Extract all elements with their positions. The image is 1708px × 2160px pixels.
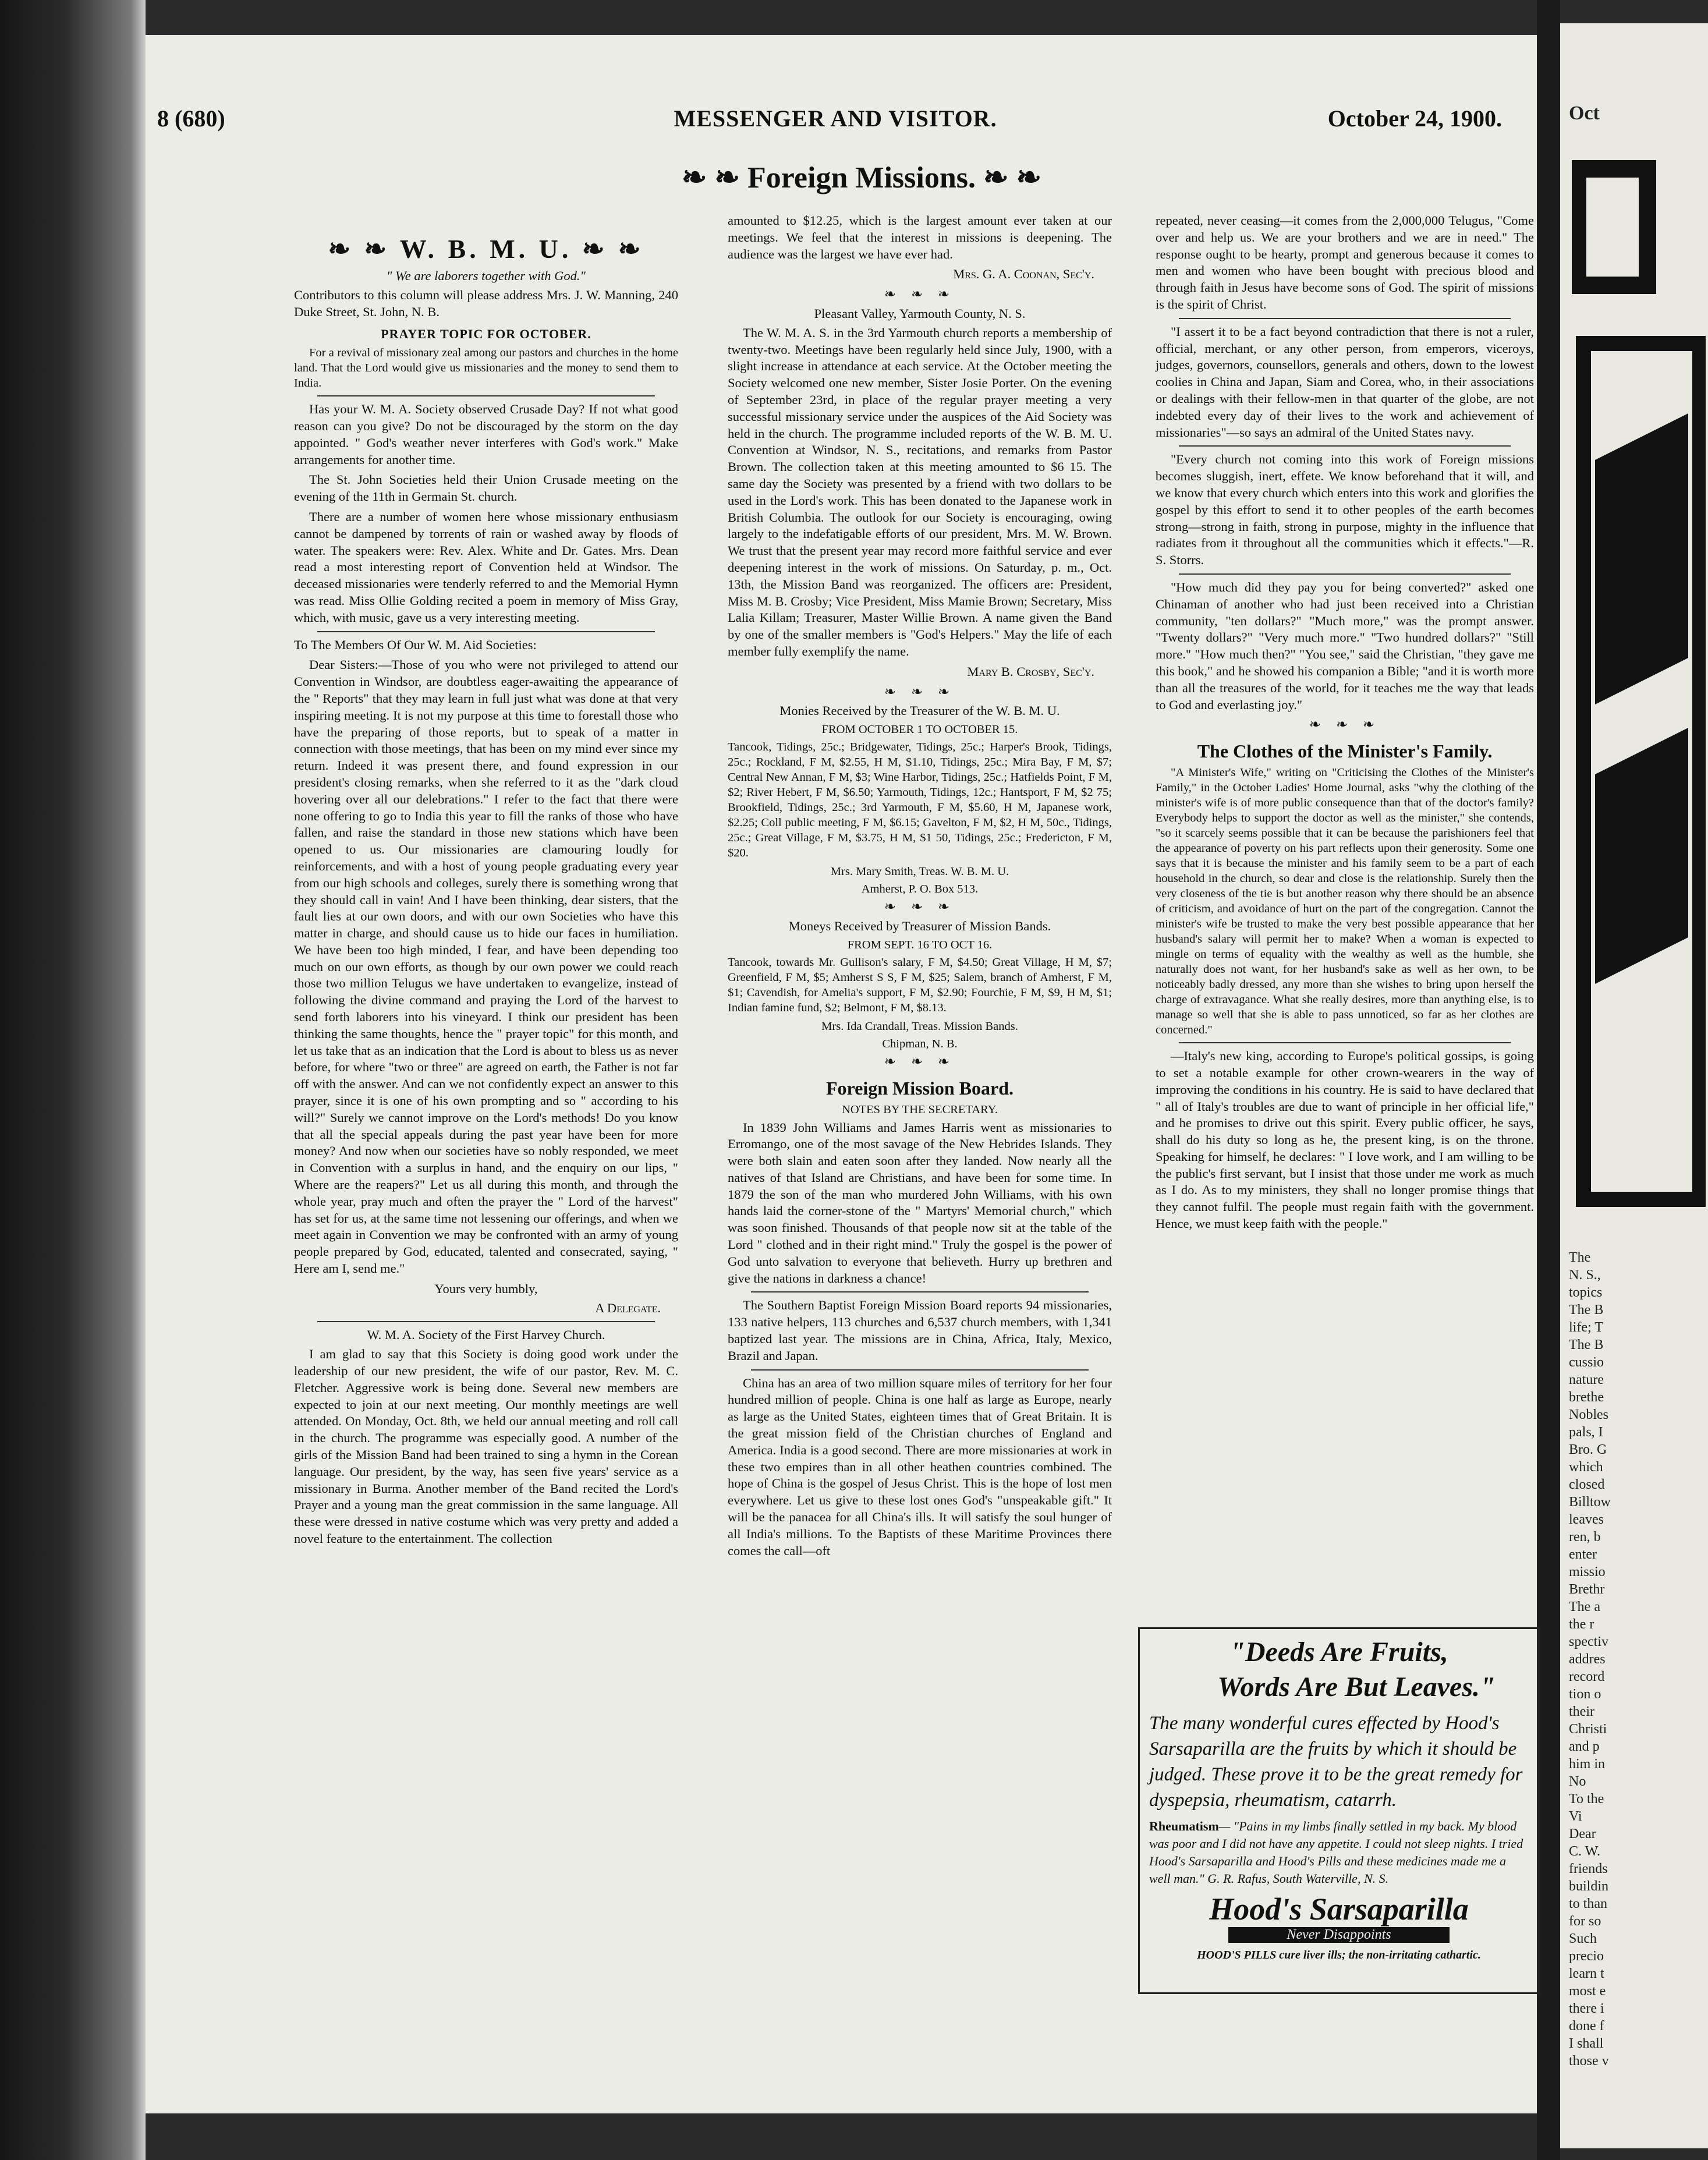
divider bbox=[751, 1291, 1089, 1293]
facing-page-text-1 bbox=[1569, 1249, 1611, 1773]
facing-page-display-type bbox=[1572, 134, 1706, 1217]
facing-page-line: brethe bbox=[1569, 1390, 1604, 1405]
italy-article: —Italy's new king, according to Europe's political gossips, is going to set a notable example for other crown-wearers in the way of improving the conditions in his country. He is said to have declared that " all of Italy's troubles are due to want of principle in her official life," and he promises to drive out this spirit. Every public officer, he says, shall do his duty so long as he, the present king, is on the throne. Speaking for himself, he declares: " I love work, and I am willing to be the public's first servant, but I insist that those under me work as much as I do. As to my ministers, they shall no longer promise things that they cannot fulfil. The people must regain faith with the government. Hence, we must keep faith with the people." bbox=[1156, 1049, 1534, 1231]
facing-page-line: Billtow bbox=[1569, 1495, 1611, 1510]
facing-page-line: addres bbox=[1569, 1652, 1606, 1667]
facing-page-line: their bbox=[1569, 1704, 1594, 1719]
facing-page-line: spectiv bbox=[1569, 1634, 1608, 1649]
continued-text: repeated, never ceasing—it comes from the 2,000,000 Telugus, "Come over and help us. We are your brothers and we are in need." The response ought to be hearty, prompt and generous because it comes to men and women who have been bought with precious blood and through faith in Jesus have become sons of God. The spirit of missions is the spirit of Christ. bbox=[1156, 213, 1534, 311]
facing-page-line: C. W. bbox=[1569, 1844, 1601, 1859]
ad-headline-1: "Deeds Are Fruits, bbox=[1229, 1637, 1448, 1667]
divider bbox=[1179, 445, 1511, 447]
divider bbox=[317, 395, 655, 396]
facing-page-line: pals, I bbox=[1569, 1425, 1603, 1440]
facing-page-line: there i bbox=[1569, 2001, 1604, 2016]
facing-page-line: friends bbox=[1569, 1861, 1608, 1876]
facing-page-line: missio bbox=[1569, 1564, 1606, 1580]
bands-treasurer-signature: Mrs. Ida Crandall, Treas. Mission Bands. bbox=[821, 1019, 1018, 1033]
issue-date: October 24, 1900. bbox=[1327, 105, 1502, 132]
treasurer-address: Amherst, P. O. Box 513. bbox=[861, 883, 979, 896]
paragraph: China has an area of two million square miles of territory for her four hundred million of people. China is one half as large as Europe, nearly as large as the United States, eighteen times that of Great Britain. It is the great mission field of the Christian churches of England and America. India is a good second. There are more missionaries at work in these two empires than in all other heathen countries combined. The hope of China is the gospel of Jesus Christ. This is the hope of lost men everywhere. Let us give to these lost ones God's "unspeakable gift." It will be the panacea for all China's ills. It will satisfy the soul hunger of all India's millions. To the Baptists of these Maritime Provinces there comes the call—oft bbox=[728, 1375, 1112, 1558]
column-3 bbox=[1156, 213, 1534, 1236]
facing-page-line: Dear bbox=[1569, 1826, 1596, 1842]
members-heading: To The Members Of Our W. M. Aid Societies: bbox=[294, 637, 537, 652]
facing-page-line: for so bbox=[1569, 1914, 1601, 1929]
paper-name: MESSENGER AND VISITOR. bbox=[674, 105, 997, 132]
prayer-topic-heading: PRAYER TOPIC FOR OCTOBER. bbox=[381, 327, 591, 342]
divider bbox=[317, 1321, 655, 1322]
clothes-article: "A Minister's Wife," writing on "Criticising the Clothes of the Minister's Family," in the October Ladies' Home Journal, asks "why the clothing of the minister's wife is of more public consequence than that of the doctor's family? Everybody helps to support the doctor as well as the minister," she contends, "so it scarcely seems possible that it can be because the parishioners feel that the appearance of poverty on his part reflects upon their generosity. Some one says that it is because the minister and his family seem to be a part of each household in the church, so dear and close is the relationship. Surely then the very closeness of the tie is but another reason why there should be an absence of criticism, and avoidance of hurt on the part of the congregation. Cannot the minister's wife be trusted to make the very best possible appearance that her husband's salary will permit her to make? When a woman is expected to mingle on terms of equality with the wealthy as well as the humble, she naturally does not want, for her husband's sake as well as her own, to be noticeably badly dressed, any more than she wishes to bring upon herself the charge of extravagance. What she really desires, more than anything else, is to manage so well that she is able to pass unnoticed, so far as her clothes are concerned." bbox=[1156, 766, 1534, 1037]
contributors-note: Contributors to this column will please address Mrs. J. W. Manning, 240 Duke Street, St. John, N. B. bbox=[294, 287, 678, 319]
column-1 bbox=[294, 227, 678, 1551]
facing-page-line: the r bbox=[1569, 1617, 1594, 1632]
quote: "Every church not coming into this work of Foreign missions becomes sluggish, inert, effete. We know beforehand that it will, and we know that every church which enters into this work and glorifies the gospel by this effort to send it to other peoples of the earth becomes strong—strong in faith, strong in purpose, mighty in the influence that radiates from it throughout all the communities which it effects."—R. S. Storrs. bbox=[1156, 452, 1534, 568]
facing-page-line: those v bbox=[1569, 2053, 1609, 2069]
page-gutter bbox=[1537, 0, 1560, 2160]
facing-page-text-2 bbox=[1569, 1773, 1609, 2070]
facing-page-line: him in bbox=[1569, 1757, 1606, 1772]
facing-page-line: The bbox=[1569, 1250, 1591, 1265]
quote: "I assert it to be a fact beyond contradiction that there is not a ruler, official, merchant, or any other person, from emperors, viceroys, judges, governors, counsellors, generals and others, down to the lowest coolies in China and Japan, Siam and Corea, who, in their associations or dealings with their fellow-men in that quarter of the globe, are not indebted every day of their lives to the work and achievement of missionaries"—so says an admiral of the United States navy. bbox=[1156, 324, 1534, 440]
facing-page-line: tion o bbox=[1569, 1687, 1601, 1702]
facing-page-line: buildin bbox=[1569, 1879, 1609, 1894]
signature: Mary B. Crosby, Sec'y. bbox=[967, 664, 1094, 679]
facing-page-line: learn t bbox=[1569, 1966, 1604, 1981]
facing-page-line: Christi bbox=[1569, 1722, 1607, 1737]
column-2 bbox=[728, 213, 1112, 1563]
paragraph: Has your W. M. A. Society observed Crusade Day? If not what good reason can you give? Do not be discouraged by the storm on the day appointed. " God's weather never interferes with God's work." Make arrangements for another time. bbox=[294, 402, 678, 467]
facing-page-header: Oct bbox=[1569, 102, 1600, 124]
harvey-heading: W. M. A. Society of the First Harvey Church. bbox=[367, 1327, 605, 1343]
facing-page-line: ren, b bbox=[1569, 1529, 1601, 1545]
divider bbox=[1179, 318, 1511, 319]
facing-page-line: enter bbox=[1569, 1547, 1597, 1562]
bands-treasurer-address: Chipman, N. B. bbox=[882, 1037, 958, 1050]
wbmu-title: ❧ ❧ W. B. M. U. ❧ ❧ bbox=[328, 234, 644, 264]
paragraph: The Southern Baptist Foreign Mission Board reports 94 missionaries, 133 native helpers, 113 churches and 6,537 church members, with 1,341 baptized last year. The missions are in China, Africa, Italy, Mexico, Brazil and Japan. bbox=[728, 1298, 1112, 1363]
section-title bbox=[617, 160, 1106, 195]
harvey-report: I am glad to say that this Society is doing good work under the leadership of our new president, the wife of our pastor, Rev. M. C. Fletcher. Aggressive work is being done. Several new members are expected to join at our next meeting. Our monthly meetings are well attended. On Monday, Oct. 8th, we held our annual meeting and roll call in the church. The programme was especially good. A number of the girls of the Mission Band had been trained to sing a hymn in the Corean language. Our president, by the way, has seen five years' service as a missionary in Burma. Another member of the Band recited the Lord's Prayer and a young man the great commission in the same language. All these were dressed in native costume which was very pretty and added a novel feature to the entertainment. The collection bbox=[294, 1347, 678, 1546]
clothes-heading: The Clothes of the Minister's Family. bbox=[1197, 741, 1493, 762]
ornament-icon: ❧ ❧ ❧ bbox=[884, 1054, 956, 1070]
ornament-icon: ❧ ❧ ❧ bbox=[884, 287, 956, 303]
facing-page-line: which bbox=[1569, 1460, 1603, 1475]
facing-page-line: Such bbox=[1569, 1931, 1597, 1946]
ornament-icon: ❧ ❧ bbox=[681, 161, 740, 194]
divider bbox=[1179, 573, 1511, 575]
ornament-icon: ❧ ❧ ❧ bbox=[884, 900, 956, 915]
monies-list: Tancook, Tidings, 25c.; Bridgewater, Tidings, 25c.; Harper's Brook, Tidings, 25c.; Rockland, F M, $2.55, H M, $1.10, Tidings, 25c.; Mira Bay, F M, $7; Central New Annan, F M, $3; Wine Harbor, Tidings, 25c.; Hatfields Point, F M, $2; River Hebert, F M, $6.50; Yarmouth, Tidings, 12c.; Hantsport, F M, $2 75; Brookfield, Tidings, 25c.; 3rd Yarmouth, F M, $5.60, H M, Japanese work, $2.25; Coll public meeting, F M, $6.15; Gavelton, F M, $2, H M, 50c., Tidings, 25c.; Great Village, F M, $3.75, H M, $1 50, Tidings, 25c.; Fredericton, F M, $20. bbox=[728, 741, 1112, 860]
divider bbox=[751, 1369, 1089, 1371]
ad-body: The many wonderful cures effected by Hood's Sarsaparilla are the fruits by which it should be judged. These prove it to be the great remedy for dyspepsia, rheumatism, catarrh. bbox=[1149, 1713, 1523, 1811]
facing-page-line: Bro. G bbox=[1569, 1442, 1607, 1457]
facing-page-line: nature bbox=[1569, 1372, 1604, 1387]
ornament-icon: ❧ ❧ bbox=[983, 161, 1042, 194]
ornament-icon: ❧ ❧ ❧ bbox=[1309, 717, 1381, 733]
ornament-icon: ❧ ❧ ❧ bbox=[884, 684, 956, 700]
letter-text: Dear Sisters:—Those of you who were not privileged to attend our Convention in Windsor, are doubtless eager-awaiting the appearance of the " Reports" that they may learn in full just what was done at that very inspiring meeting. It is not my purpose at this time to forestall those who have the preparing of those reports, but to speak of a matter in connection with those meetings, that has been on my mind ever since my return. Indeed it was present there, and found expression in our president's closing remarks, when she referred to it as the "dark cloud hovering over all our delebrations." I refer to the fact that there were none offering to go to India this year to fill the ranks of those who have fallen, and raise the standard in those new stations which have been opened to us. Our missionaries are clamouring loudly for reinforcements, and with a host of young people graduating every year from our high schools and colleges, surely there is something wrong that they should call in vain! And I have been thinking, dear sisters, that the fault lies at our own doors, and with our own Societies who have this matter in charge, and should cause us to hide our faces in humiliation. We have been too high minded, I fear, and have been depending too much on our own efforts, as though by our own power we could reach those two million Telugus we have undertaken to evangelize, instead of following the divine command and praying the Lord of the harvest to send forth laborers into his vineyard. I think our president has been thinking the same thoughts, hence the " prayer topic" for this month, and let us take that as an indication that the Lord is about to bless us as never before, for where "two or three" are agreed on earth, the Father is not far off with the answer. And can we not confidently expect an answer to this prayer, since it is one of his own prompting and so " according to his will?" Surely we cannot improve on the Lord's methods! Do you know that all the special appeals during the past year have been for more money? And now when our societies have so nobly responded, we meet in Convention with a surplus in hand, and the enquiry on our lips, " Where are the reapers?" Let us all during this month, and through the whole year, pray much and often the prayer the " Lord of the harvest" has set for us, at the same time not lessening our offerings, and when we meet again in Convention we may be confronted with an army of young people prepared by God, educated, talented and consecrated, saying, " Here am I, send me." bbox=[294, 657, 678, 1276]
hoods-sarsaparilla-ad bbox=[1138, 1627, 1540, 1994]
monies-heading: Monies Received by the Treasurer of the W. B. M. U. bbox=[779, 703, 1060, 718]
facing-page-line: The B bbox=[1569, 1337, 1604, 1352]
monies-dates: FROM OCTOBER 1 TO OCTOBER 15. bbox=[821, 723, 1018, 736]
paragraph: The St. John Societies held their Union Crusade meeting on the evening of the 11th in Germain St. church. bbox=[294, 472, 678, 504]
bands-heading: Moneys Received by Treasurer of Mission Bands. bbox=[788, 918, 1051, 933]
facing-page-line: record bbox=[1569, 1669, 1605, 1684]
facing-page-line: leaves bbox=[1569, 1512, 1604, 1527]
facing-page-line: cussio bbox=[1569, 1355, 1604, 1370]
ad-testimonial-label: Rheumatism bbox=[1149, 1819, 1219, 1833]
ad-logo: Hood's Sarsaparilla bbox=[1209, 1892, 1469, 1927]
facing-page-line: to than bbox=[1569, 1896, 1607, 1911]
facing-page-line: most e bbox=[1569, 1984, 1606, 1999]
facing-page-line: precio bbox=[1569, 1949, 1604, 1964]
ad-slogan: Never Disappoints bbox=[1228, 1927, 1450, 1943]
facing-page-line: Vi bbox=[1569, 1809, 1582, 1824]
facing-page-line: N. S., bbox=[1569, 1267, 1601, 1283]
facing-page-line: To the bbox=[1569, 1791, 1604, 1807]
paragraph: In 1839 John Williams and James Harris went as missionaries to Erromango, one of the most savage of the New Hebrides Islands. They were both slain and eaten soon after they landed. Now nearly all the natives of that Island are Christians, and have been for some time. In 1879 the son of the man who murdered John Williams, with his own hands laid the corner-stone of the " Martyrs' Memorial church," which was soon finished. Thousands of that people now sit at the table of the Lord " clothed and in their right mind." Truly the gospel is the power of God unto salvation to everyone that believeth. Hurry up brethren and give the nations in darkness a chance! bbox=[728, 1120, 1112, 1286]
letter-signature: A Delegate. bbox=[595, 1300, 661, 1315]
fmb-heading: Foreign Mission Board. bbox=[825, 1077, 1014, 1099]
letter-closing: Yours very humbly, bbox=[434, 1281, 538, 1296]
ad-testimonial-text: — "Pains in my limbs finally settled in my back. My blood was poor and I did not have any appetite. I could not sleep nights. I tried Hood's Sarsaparilla and Hood's Pills and these medicines made me a well man." G. R. Rafus, South Waterville, N. S. bbox=[1149, 1819, 1523, 1886]
ad-headline-2: Words Are But Leaves." bbox=[1217, 1672, 1496, 1702]
divider bbox=[1179, 1042, 1511, 1043]
fmb-subheading: NOTES BY THE SECRETARY. bbox=[842, 1103, 998, 1116]
ornament-icon: ❧ ❧ bbox=[328, 234, 391, 264]
motto: " We are laborers together with God." bbox=[386, 268, 586, 283]
prayer-topic-text: For a revival of missionary zeal among our pastors and churches in the home land. That the Lord would give us missionaries and the money to send them to India. bbox=[294, 346, 678, 390]
facing-page-line: life; T bbox=[1569, 1320, 1603, 1335]
pleasant-valley-heading: Pleasant Valley, Yarmouth County, N. S. bbox=[814, 306, 1026, 321]
treasurer-signature: Mrs. Mary Smith, Treas. W. B. M. U. bbox=[830, 865, 1009, 879]
facing-page-line: and p bbox=[1569, 1739, 1600, 1754]
facing-page-line: closed bbox=[1569, 1477, 1605, 1492]
divider bbox=[317, 631, 655, 632]
ornament-icon: ❧ ❧ bbox=[582, 234, 644, 264]
facing-page-line: I shall bbox=[1569, 2036, 1604, 2051]
masthead bbox=[157, 105, 1514, 146]
ad-testimonial bbox=[1149, 1818, 1529, 1888]
page-number: 8 (680) bbox=[157, 105, 225, 132]
ad-footer: HOOD'S PILLS cure liver ills; the non-irritating cathartic. bbox=[1197, 1949, 1481, 1961]
quote: "How much did they pay you for being converted?" asked one Chinaman of another who had just been received into a Christian community, "ten dollars?" "Much more," was the prompt answer. "Twenty dollars?" "Very much more." "Two hundred dollars?" "Still more." "How much then?" "You see," said the Christian, "they gave me this book," and he showed his companion a Bible; "and it is worth more than all the treasures of the world, for it teaches me the way that leads to God and everlasting joy." bbox=[1156, 579, 1534, 712]
paragraph: There are a number of women here whose missionary enthusiasm cannot be dampened by torrents of rain or washed away by floods of water. The speakers were: Rev. Alex. White and Dr. Gates. Mrs. Dean read a most interesting report of Convention held at Windsor. The deceased missionaries were tenderly referred to and the Memorial Hymn was read. Miss Ollie Golding recited a poem in memory of Miss Gray, which, with music, gave us a very interesting meeting. bbox=[294, 509, 678, 625]
bands-dates: FROM SEPT. 16 TO OCT 16. bbox=[847, 938, 993, 951]
section-title-text: Foreign Missions. bbox=[747, 161, 976, 194]
bands-list: Tancook, towards Mr. Gullison's salary, F M, $4.50; Great Village, H M, $7; Greenfield, F M, $5; Amherst S S, F M, $25; Salem, branch of Amherst, F M, $1; Cavendish, for Amelia's support, F M, $2.90; Fourchie, F M, $9, H M, $1; Indian famine fund, $2; Belmont, F M, $8.13. bbox=[728, 955, 1112, 1014]
facing-page-line: Brethr bbox=[1569, 1582, 1605, 1597]
facing-page-line: topics bbox=[1569, 1285, 1603, 1300]
facing-page-line: No bbox=[1569, 1774, 1586, 1789]
facing-page-line: The B bbox=[1569, 1302, 1604, 1318]
book-binding-edge bbox=[0, 0, 146, 2160]
pleasant-valley-report: The W. M. A. S. in the 3rd Yarmouth church reports a membership of twenty-two. Meetings have been regularly held since July, 1900, with a slight increase in attendance at each service. At the October meeting the Society welcomed one new member, Sister Josie Porter. On the evening of September 23rd, in place of the regular prayer meeting a very successful missionary service under the auspices of the Aid Society was held in the church. The programme included reports of the W. B. M. U. Convention at Windsor, N. S., recitations, and remarks from Pastor Brown. The collection taken at this meeting amounted to $6 15. The same day the Society was presented by a friend with two dollars to be used in the Lord's work. This has been donated to the Japanese work in British Columbia. The outlook for our Society is encouraging, owing largely to the indefatigable efforts of our president, Mrs. M. W. Brown. We trust that the present year may record more faithful service and ever deepening interest in the work of missions. On Saturday, p. m., Oct. 13th, the Mission Band was reorganized. The officers are: President, Miss M. B. Crosby; Vice President, Miss Mamie Brown; Secretary, Miss Lalia Killam; Treasurer, Master Willie Brown. A name given the Band by one of the smaller members is "God's Helpers." May the life of each member fully exemplify the name. bbox=[728, 325, 1112, 658]
facing-page-line: The a bbox=[1569, 1599, 1600, 1614]
facing-page-line: done f bbox=[1569, 2019, 1604, 2034]
facing-page-line: Nobles bbox=[1569, 1407, 1608, 1422]
continued-text: amounted to $12.25, which is the largest amount ever taken at our meetings. We feel that the interest in missions is deepening. The audience was the largest we have ever had. bbox=[728, 213, 1112, 261]
signature: Mrs. G. A. Coonan, Sec'y. bbox=[953, 267, 1094, 282]
